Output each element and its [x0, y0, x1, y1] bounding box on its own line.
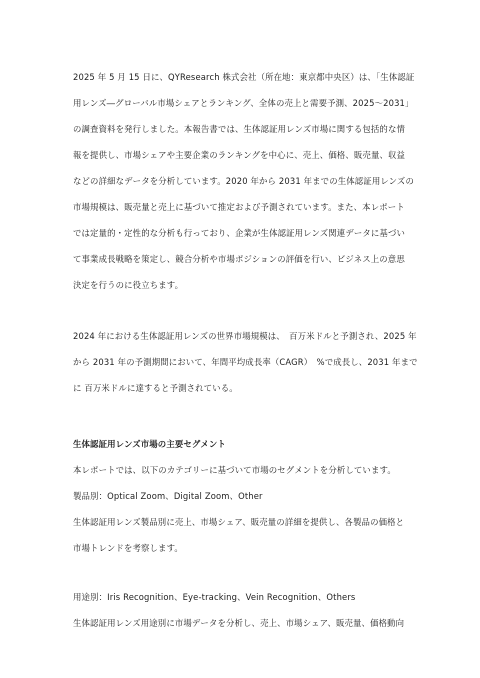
intro-line: 報を提供し、市場シェアや主要企業のランキングを中心に、売上、価格、販売量、収益 — [73, 150, 406, 160]
intro-line: 市場規模は、販売量と売上に基づいて推定および予測されています。また、本レポート — [73, 202, 405, 212]
intro-line: て事業成長戦略を策定し、競合分析や市場ポジションの評価を行い、ビジネス上の意思 — [73, 254, 405, 264]
intro-line: 2025 年 5 月 15 日に、QYResearch 株式会社（所在地：東京都中央区）は、「生体認証 — [73, 72, 415, 82]
intro-line: 用レンズ―グローバル市場シェアとランキング、全体の売上と需要予測、2025～2031」 — [73, 98, 414, 108]
product-description-line: 市場トレンドを考察します。 — [73, 543, 183, 553]
intro-paragraph — [73, 64, 415, 298]
intro-line: などの詳細なデータを分析しています。2020 年から 2031 年までの生体認証用レンズの — [73, 176, 414, 186]
intro-line: では定量的・定性的な分析も行っており、企業が生体認証用レンズ関連データに基づい — [73, 228, 406, 238]
market-line: 2024 年における生体認証用レンズの世界市場規模は、 百万米ドルと予測され、2025 年 — [73, 331, 417, 341]
intro-line: の調査資料を発行しました。本報告書では、生体認証用レンズ市場に関する包括的な情 — [73, 124, 406, 134]
section-heading: 生体認証用レンズ市場の主要セグメント — [73, 439, 226, 449]
application-segment-label: 用途別：Iris Recognition、Eye-tracking、Vein Recognition、Others — [73, 592, 356, 602]
product-segment-label: 製品別：Optical Zoom、Digital Zoom、Other — [73, 491, 263, 501]
market-size-paragraph — [73, 323, 418, 401]
segments-intro: 本レポートでは、以下のカテゴリーに基づいて市場のセグメントを分析しています。 — [73, 465, 396, 475]
segments-section — [73, 431, 412, 636]
application-description-line: 生体認証用レンズ用途別に市場データを分析し、売上、市場シェア、販売量、価格動向 — [73, 618, 405, 628]
product-description-line: 生体認証用レンズ製品別に売上、市場シェア、販売量の詳細を提供し、各製品の価格と — [73, 517, 405, 527]
market-line: から 2031 年の予測期間において、年間平均成長率（CAGR） %で成長し、2031 年まで — [73, 357, 418, 367]
market-line: に 百万米ドルに達すると予測されている。 — [73, 383, 238, 393]
intro-line: 決定を行うのに役立ちます。 — [73, 280, 184, 290]
